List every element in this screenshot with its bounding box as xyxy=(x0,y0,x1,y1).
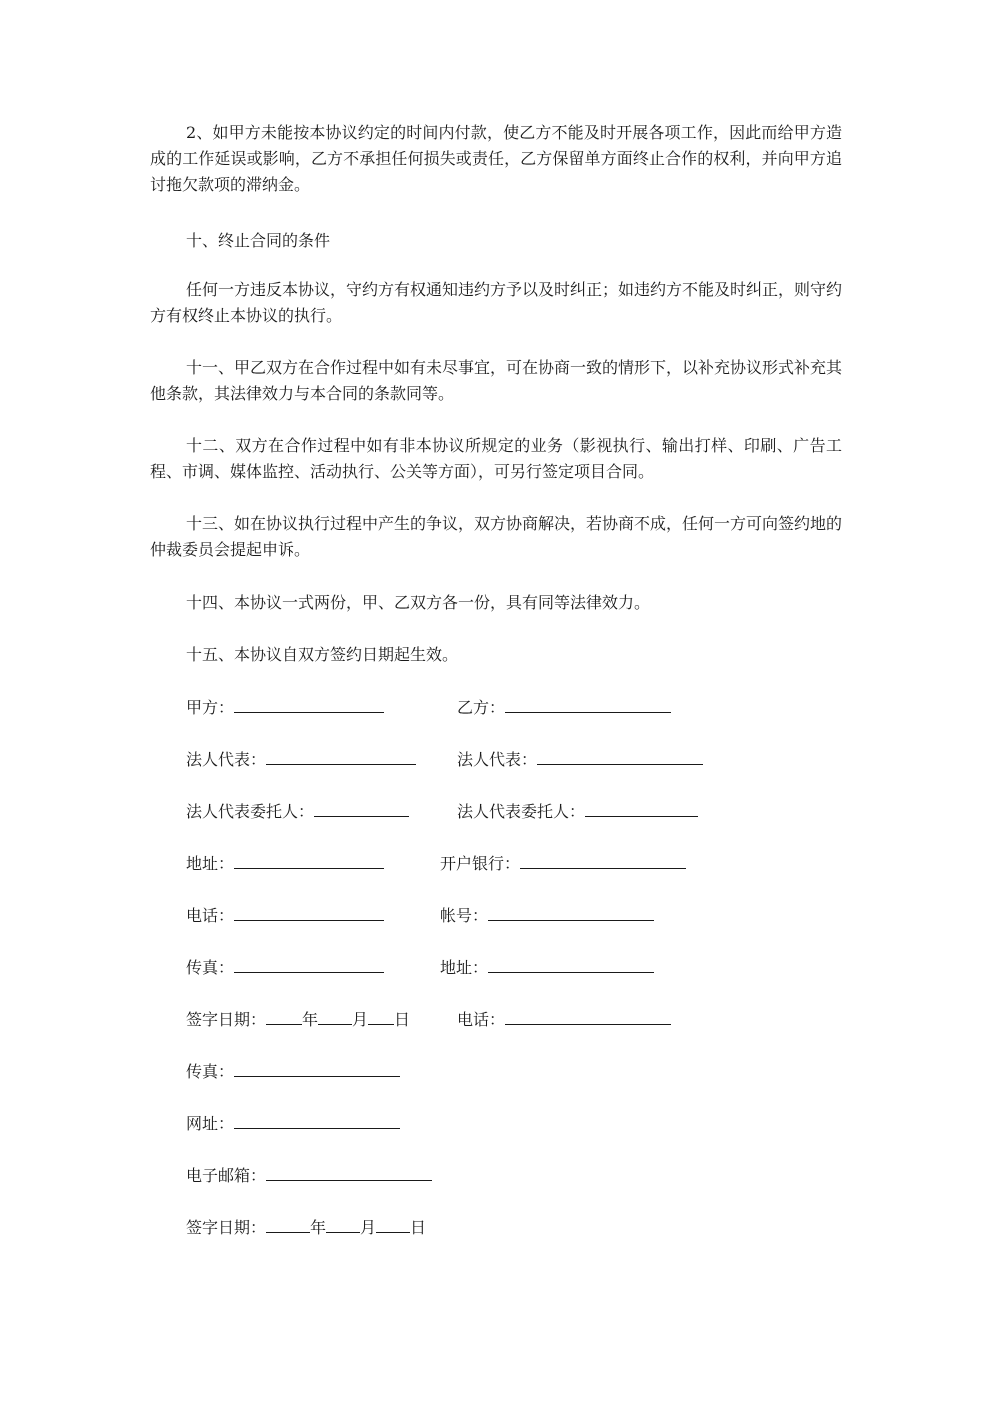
fax-a-label: 传真： xyxy=(186,958,235,977)
website-blank[interactable] xyxy=(234,1112,400,1129)
account-line xyxy=(440,904,654,926)
phone-b-blank[interactable] xyxy=(505,1008,671,1025)
delegate-a-line xyxy=(186,800,409,822)
website-line xyxy=(186,1112,400,1134)
email-label: 电子邮箱： xyxy=(186,1166,267,1185)
account-label: 帐号： xyxy=(440,906,489,925)
paragraph-late-payment: 2、如甲方未能按本协议约定的时间内付款，使乙方不能及时开展各项工作，因此而给甲方造成的工作延误或影响，乙方不承担任何损失或责任，乙方保留单方面终止合作的权利，并向甲方追讨拖欠款项的滞纳金。 xyxy=(150,123,842,194)
fax-b-line xyxy=(186,1060,400,1082)
sign-date-b-line xyxy=(186,1216,426,1238)
party-a-line xyxy=(186,696,384,718)
party-b-blank[interactable] xyxy=(505,696,671,713)
email-blank[interactable] xyxy=(266,1164,432,1181)
legal-rep-b-line xyxy=(457,748,703,770)
phone-a-blank[interactable] xyxy=(234,904,384,921)
fax-a-line xyxy=(186,956,384,978)
sign-date-a-line xyxy=(186,1008,410,1030)
delegate-a-label: 法人代表委托人： xyxy=(186,802,315,821)
paragraph-supplementary-agreement: 十一、甲乙双方在合作过程中如有未尽事宜，可在协商一致的情形下，以补充协议形式补充其他条款，其法律效力与本合同的条款同等。 xyxy=(150,358,843,403)
legal-rep-a-blank[interactable] xyxy=(266,748,416,765)
account-blank[interactable] xyxy=(488,904,654,921)
day-label: 日 xyxy=(394,1010,411,1029)
phone-b-label: 电话： xyxy=(457,1010,506,1029)
paragraph-termination-terms: 任何一方违反本协议，守约方有权通知违约方予以及时纠正；如违约方不能及时纠正，则守约方有权终止本协议的执行。 xyxy=(150,280,843,325)
delegate-b-label: 法人代表委托人： xyxy=(457,802,586,821)
phone-a-line xyxy=(186,904,384,926)
address-a-line xyxy=(186,852,384,874)
sign-date-b-label: 签字日期： xyxy=(186,1218,267,1237)
sign-date-a-label: 签字日期： xyxy=(186,1010,267,1029)
month-label: 月 xyxy=(360,1218,377,1237)
legal-rep-a-line xyxy=(186,748,416,770)
year-label: 年 xyxy=(302,1010,319,1029)
party-b-label: 乙方： xyxy=(457,698,506,717)
legal-rep-a-label: 法人代表： xyxy=(186,750,267,769)
address-b-line xyxy=(440,956,654,978)
paragraph-additional-business: 十二、双方在合作过程中如有非本协议所规定的业务（影视执行、输出打样、印刷、广告工程、市调、媒体监控、活动执行、公关等方面），可另行签定项目合同。 xyxy=(150,436,842,481)
address-b-blank[interactable] xyxy=(488,956,654,973)
paragraph-copies: 十四、本协议一式两份，甲、乙双方各一份，具有同等法律效力。 xyxy=(186,593,651,612)
legal-rep-b-blank[interactable] xyxy=(537,748,703,765)
year-label: 年 xyxy=(310,1218,327,1237)
paragraph-dispute-resolution: 十三、如在协议执行过程中产生的争议，双方协商解决，若协商不成，任何一方可向签约地的仲裁委员会提起申诉。 xyxy=(150,514,843,559)
bank-label: 开户银行： xyxy=(440,854,521,873)
address-a-blank[interactable] xyxy=(234,852,384,869)
sign-date-a-day-blank[interactable] xyxy=(368,1008,394,1025)
sign-date-b-day-blank[interactable] xyxy=(376,1216,410,1233)
sign-date-b-month-blank[interactable] xyxy=(326,1216,360,1233)
address-a-label: 地址： xyxy=(186,854,235,873)
legal-rep-b-label: 法人代表： xyxy=(457,750,538,769)
sign-date-b-year-blank[interactable] xyxy=(266,1216,310,1233)
address-b-label: 地址： xyxy=(440,958,489,977)
paragraph-effective-date: 十五、本协议自双方签约日期起生效。 xyxy=(186,645,459,664)
delegate-b-blank[interactable] xyxy=(585,800,698,817)
delegate-b-line xyxy=(457,800,698,822)
party-b-line xyxy=(457,696,671,718)
party-a-label: 甲方： xyxy=(186,698,235,717)
day-label: 日 xyxy=(410,1218,427,1237)
website-label: 网址： xyxy=(186,1114,235,1133)
delegate-a-blank[interactable] xyxy=(314,800,409,817)
month-label: 月 xyxy=(352,1010,369,1029)
email-line xyxy=(186,1164,432,1186)
bank-blank[interactable] xyxy=(520,852,686,869)
sign-date-a-month-blank[interactable] xyxy=(318,1008,352,1025)
fax-b-blank[interactable] xyxy=(234,1060,400,1077)
fax-a-blank[interactable] xyxy=(234,956,384,973)
fax-b-label: 传真： xyxy=(186,1062,235,1081)
party-a-blank[interactable] xyxy=(234,696,384,713)
sign-date-a-year-blank[interactable] xyxy=(266,1008,302,1025)
section-heading-termination: 十、终止合同的条件 xyxy=(186,231,331,250)
bank-line xyxy=(440,852,686,874)
phone-a-label: 电话： xyxy=(186,906,235,925)
phone-b-line xyxy=(457,1008,671,1030)
